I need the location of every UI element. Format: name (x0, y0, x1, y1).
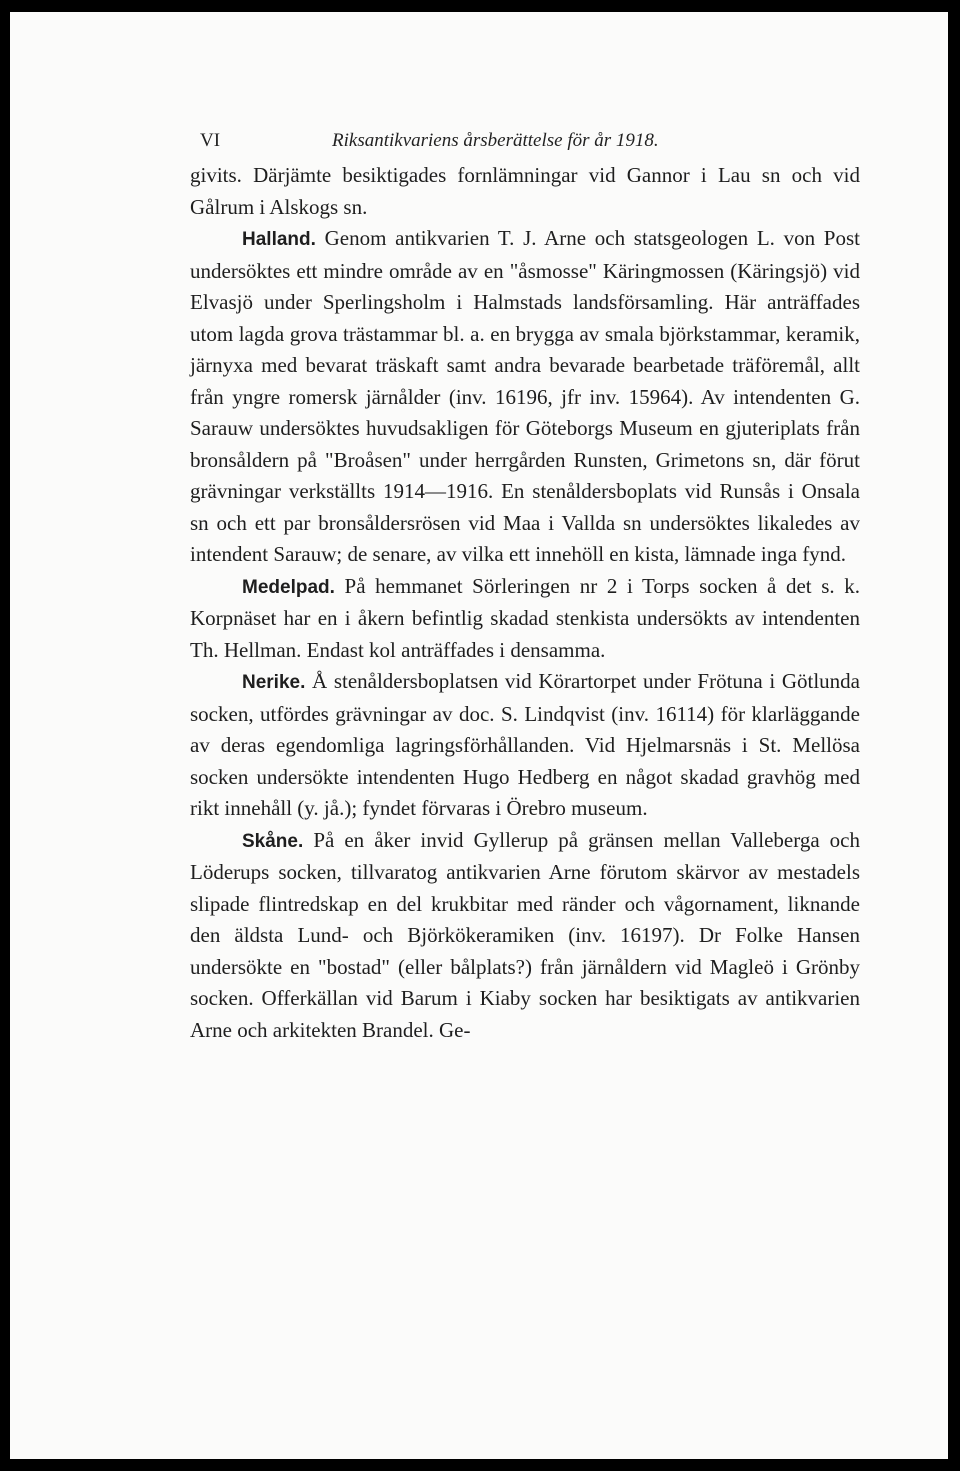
paragraph-text: Genom antikvarien T. J. Arne och statsgeologen L. von Post undersöktes ett mindre område av en "åsmosse" Käringmossen (Käringsjö) vid Elvasjö under Sperlingsholm i Halmstads landsförsamling. Här anträffades utom lagda grova trästammar bl. a. en brygga av smala björkstammar, keramik, järnyxa med bevarat träskaft samt andra bevarade bearbetade träföremål, allt från yngre romersk järnålder (inv. 16196, jfr inv. 15964). Av intendenten G. Sarauw undersöktes huvudsakligen för Göteborgs Museum en gjuteriplats från bronsåldern på "Broåsen" under herrgården Runsten, Grimetons sn, där förut grävningar verkställts 1914—1916. En stenåldersboplats vid Runsås i Onsala sn och ett par bronsåldersrösen vid Maa i Vallda sn undersöktes likaledes av intendent Sarauw; de senare, av vilka ett innehöll en kista, lämnade inga fynd. (190, 226, 860, 566)
paragraph-halland (190, 223, 860, 571)
paragraph-text: Å stenåldersboplatsen vid Körartorpet under Frötuna i Götlunda socken, utfördes grävningar av doc. S. Lindqvist (inv. 16114) för klarläggande av deras egendomliga lagringsförhållanden. Vid Hjelmarsnäs i St. Mellösa socken undersökte intendenten Hugo Hedberg en något skadad gravhög med rikt innehåll (y. jå.); fyndet förvaras i Örebro museum. (190, 669, 860, 820)
region-heading-nerike: Nerike. (242, 672, 306, 693)
running-title: Riksantikvariens årsberättelse för år 1918. (332, 130, 659, 151)
region-heading-medelpad: Medelpad. (242, 576, 335, 598)
region-heading-skane: Skåne. (242, 830, 304, 852)
body-text (190, 160, 860, 1046)
paragraph-skane (190, 825, 860, 1047)
page-number: VI (200, 130, 221, 151)
page-header (200, 130, 870, 160)
paragraph-text: På en åker invid Gyllerup på gränsen mellan Valleberga och Löderups socken, tillvaratog antikvarien Arne förutom skärvor av mestadels slipade flintredskap en del krukbitar med ränder och vågornament, liknande den äldsta Lund- och Björkökeramiken (inv. 16197). Dr Folke Hansen undersökte en "bostad" (eller bålplats?) från järnåldern vid Magleö i Grönby socken. Offerkällan vid Barum i Kiaby socken har besiktigats av antikvarien Arne och arkitekten Brandel. Ge- (190, 827, 860, 1042)
paragraph-nerike (190, 666, 860, 825)
region-heading-halland: Halland. (242, 229, 316, 250)
paragraph-text: På hemmanet Sörleringen nr 2 i Torps socken å det s. k. Korpnäset har en i åkern befintlig skadad stenkista undersökts av intendenten Th. Hellman. Endast kol anträffades i densamma. (190, 573, 860, 662)
paragraph-continuation (190, 160, 860, 223)
paragraph-text: givits. Därjämte besiktigades fornlämningar vid Gannor i Lau sn och vid Gålrum i Alskogs sn. (190, 163, 860, 219)
paragraph-medelpad (190, 571, 860, 667)
